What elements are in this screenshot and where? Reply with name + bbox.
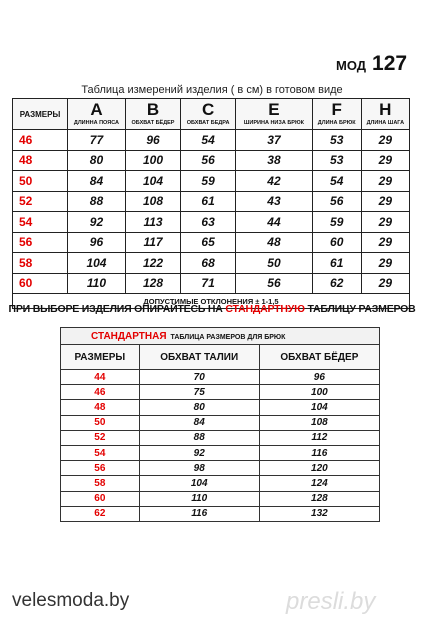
table-row: 56 96 117 65 48 60 29 (13, 232, 410, 253)
table-row: 54 92 113 63 44 59 29 (13, 212, 410, 233)
table-row: 46 75 100 (61, 385, 380, 400)
model-label (336, 52, 407, 76)
standard-table-title: СТАНДАРТНАЯ ТАБЛИЦА РАЗМЕРОВ ДЛЯ БРЮК (61, 328, 380, 345)
table-row: 50 84 104 59 42 54 29 (13, 171, 410, 192)
selection-note: ПРИ ВЫБОРЕ ИЗДЕЛИЯ ОПИРАЙТЕСЬ НА СТАНДАРТНУЮ ТАБЛИЦУ РАЗМЕРОВ (8, 303, 416, 315)
measurements-caption: Таблица измерений изделия ( в см) в готовом виде (81, 84, 343, 96)
table-row: 48 80 104 (61, 400, 380, 415)
table-row: 54 92 116 (61, 445, 380, 460)
note-highlight: СТАНДАРТНУЮ (225, 303, 305, 315)
col-header-h: H ДЛИНА ШАГА (361, 99, 409, 130)
table-row: 60 110 128 (61, 491, 380, 506)
table-row: 62 116 132 (61, 506, 380, 521)
standard-header-row: РАЗМЕРЫ ОБХВАТ ТАЛИИ ОБХВАТ БЁДЕР (61, 345, 380, 370)
table-row: 52 88 112 (61, 430, 380, 445)
table-row: 44 70 96 (61, 370, 380, 385)
standard-size-table (60, 327, 380, 522)
col-header-c: C ОБХВАТ БЕДРА (181, 99, 236, 130)
table-row: 46 77 96 54 37 53 29 (13, 130, 410, 151)
measurements-table (12, 98, 410, 309)
table-row: 52 88 108 61 43 56 29 (13, 191, 410, 212)
watermark-presli: presli.by (286, 588, 376, 615)
table-row: 50 84 108 (61, 415, 380, 430)
table-row: 56 98 120 (61, 461, 380, 476)
col-header-a: A ДЛИННА ПОЯСА (68, 99, 126, 130)
table-row: 58 104 122 68 50 61 29 (13, 253, 410, 274)
col-header-b: B ОБХВАТ БЁДЕР (125, 99, 180, 130)
size-header: РАЗМЕРЫ (13, 99, 68, 130)
watermark-velesmoda: velesmoda.by (12, 590, 130, 611)
col-header-f: F ДЛИНА БРЮК (312, 99, 361, 130)
table-row: 48 80 100 56 38 53 29 (13, 150, 410, 171)
tolerance-text: ДОПУСТИМЫЕ ОТКЛОНЕНИЯ ± 1-1,5 (13, 294, 410, 309)
measurements-header-row (13, 99, 410, 130)
table-row: 60 110 128 71 56 62 29 (13, 273, 410, 294)
model-prefix: МОД (336, 58, 367, 73)
model-number: 127 (372, 52, 408, 75)
table-row: 58 104 124 (61, 476, 380, 491)
col-header-e: E ШИРИНА НИЗА БРЮК (236, 99, 313, 130)
